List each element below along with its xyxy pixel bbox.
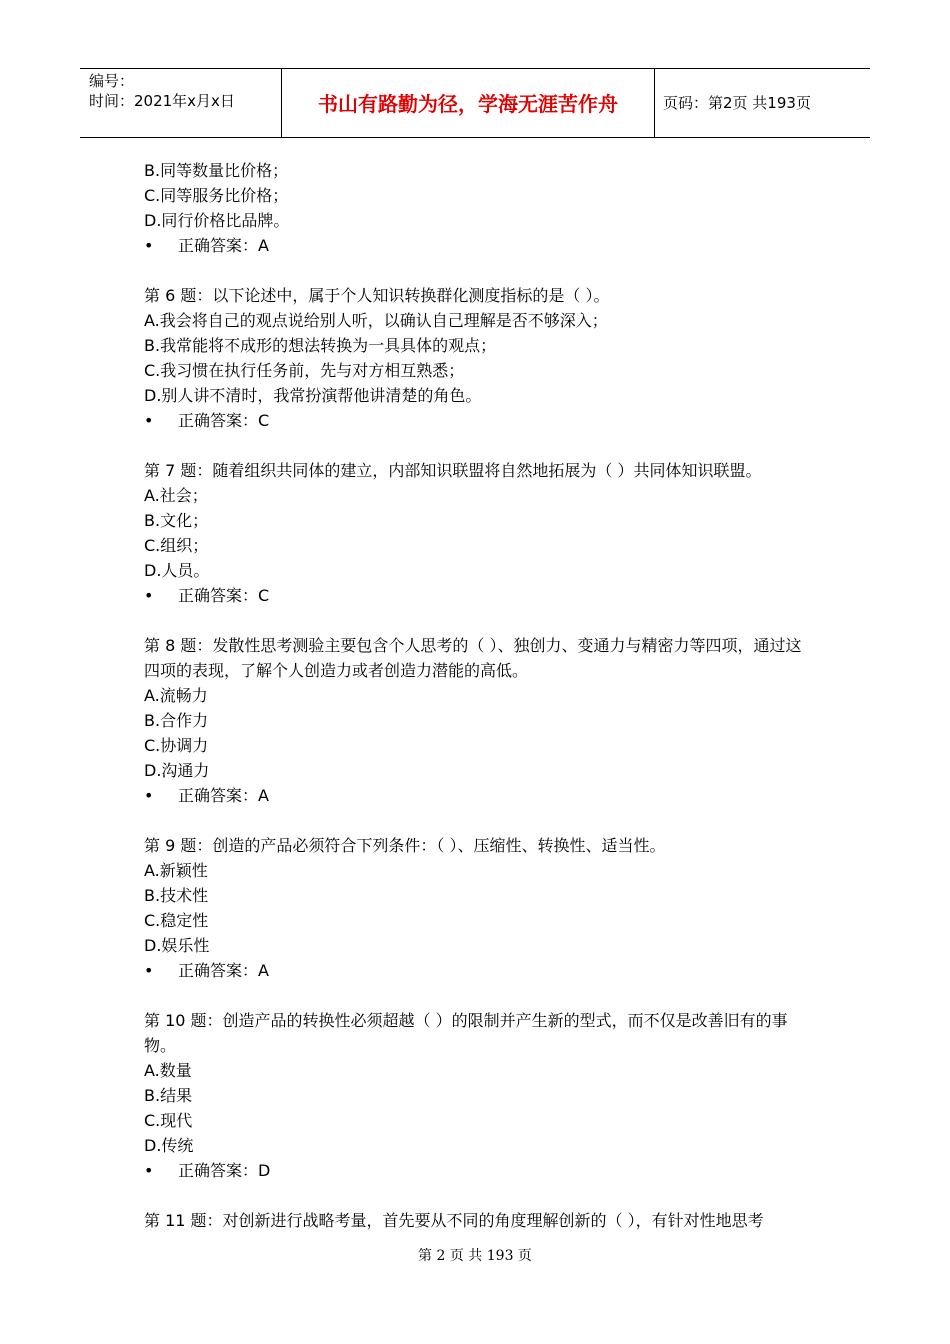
option-text: B.文化； xyxy=(144,511,209,530)
option-text: D.同行价格比品牌。 xyxy=(144,211,290,230)
option-text: B.结果 xyxy=(144,1086,193,1105)
answer-line xyxy=(144,783,816,808)
option-text: C.协调力 xyxy=(144,736,209,755)
option-text: C.我习惯在执行任务前，先与对方相互熟悉； xyxy=(144,361,465,380)
option-text: D.人员。 xyxy=(144,561,210,580)
question-text: 第 11 题：对创新进行战略考量，首先要从不同的角度理解创新的（ ），有针对性地思考 xyxy=(144,1211,764,1230)
option-text: C.组织； xyxy=(144,536,209,555)
bullet-icon: • xyxy=(144,786,154,805)
option-text: A.流畅力 xyxy=(144,686,208,705)
option-text: D.沟通力 xyxy=(144,761,210,780)
bullet-icon: • xyxy=(144,586,154,605)
answer-line xyxy=(144,408,816,433)
option-text: A.社会； xyxy=(144,486,208,505)
bullet-icon: • xyxy=(144,411,154,430)
option-text: D.传统 xyxy=(144,1136,194,1155)
answer-text: 正确答案：A xyxy=(178,786,269,805)
answer-text: 正确答案：C xyxy=(178,411,270,430)
document-time-label: 时间：2021年x月x日 xyxy=(89,92,235,110)
option-text: D.娱乐性 xyxy=(144,936,210,955)
option-text: B.技术性 xyxy=(144,886,209,905)
option-text: A.新颖性 xyxy=(144,861,208,880)
bullet-icon: • xyxy=(144,1161,154,1180)
question-list xyxy=(144,158,816,1233)
answer-line xyxy=(144,958,816,983)
answer-text: 正确答案：A xyxy=(178,236,269,255)
page-header xyxy=(80,68,870,138)
header-meta-cell xyxy=(80,69,281,137)
header-motto: 书山有路勤为径，学海无涯苦作舟 xyxy=(318,92,618,116)
option-text: C.现代 xyxy=(144,1111,193,1130)
question-text: 第 6 题：以下论述中，属于个人知识转换群化测度指标的是（ ）。 xyxy=(144,286,610,305)
header-motto-cell xyxy=(281,69,655,137)
option-text: A.我会将自己的观点说给别人听，以确认自己理解是否不够深入； xyxy=(144,311,608,330)
document-code-label: 编号： xyxy=(89,72,135,90)
question-text: 第 8 题：发散性思考测验主要包含个人思考的（ ）、独创力、变通力与精密力等四项，通过这四项的表现，了解个人创造力或者创造力潜能的高低。 xyxy=(144,636,802,680)
page-footer: 第 2 页 共 193 页 xyxy=(418,1248,532,1264)
option-text: B.同等数量比价格； xyxy=(144,161,289,180)
option-text: C.稳定性 xyxy=(144,911,209,930)
header-page-cell xyxy=(654,69,870,137)
answer-text: 正确答案：A xyxy=(178,961,269,980)
option-text: D.别人讲不清时，我常扮演帮他讲清楚的角色。 xyxy=(144,386,482,405)
answer-line xyxy=(144,1158,816,1183)
bullet-icon: • xyxy=(144,236,154,255)
answer-line xyxy=(144,233,816,258)
answer-text: 正确答案：C xyxy=(178,586,270,605)
question-text: 第 9 题：创造的产品必须符合下列条件：（ ）、压缩性、转换性、适当性。 xyxy=(144,836,666,855)
bullet-icon: • xyxy=(144,961,154,980)
question-text: 第 7 题：随着组织共同体的建立，内部知识联盟将自然地拓展为（ ）共同体知识联盟。 xyxy=(144,461,762,480)
option-text: B.我常能将不成形的想法转换为一具具体的观点； xyxy=(144,336,497,355)
option-text: B.合作力 xyxy=(144,711,209,730)
header-page-info: 页码：第2页 共193页 xyxy=(663,94,811,112)
question-text: 第 10 题：创造产品的转换性必须超越（ ）的限制并产生新的型式，而不仅是改善旧有的事物。 xyxy=(144,1011,788,1055)
answer-line xyxy=(144,583,816,608)
option-text: C.同等服务比价格； xyxy=(144,186,289,205)
option-text: A.数量 xyxy=(144,1061,192,1080)
answer-text: 正确答案：D xyxy=(178,1161,271,1180)
